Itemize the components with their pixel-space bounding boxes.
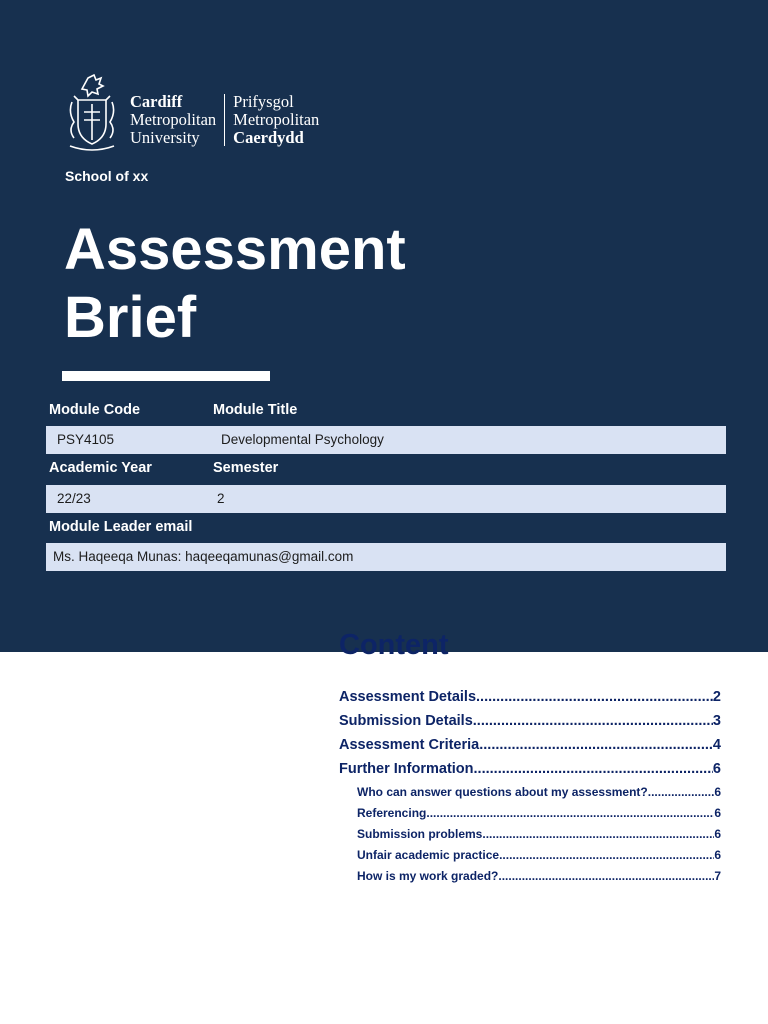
logo-divider xyxy=(224,94,225,146)
logo-wordmark-english: Cardiff Metropolitan University xyxy=(130,92,217,147)
module-title-label: Module Title xyxy=(213,402,298,418)
leader-email-value: Ms. Haqeeqa Munas: haqeeqamunas@gmail.com xyxy=(53,549,354,564)
toc-item[interactable]: Assessment Criteria ..... 4 xyxy=(339,737,721,753)
university-logo xyxy=(64,74,319,154)
academic-year-label: Academic Year xyxy=(49,460,152,476)
logo-wordmark-welsh: Prifysgol Metropolitan Caerdydd xyxy=(233,92,320,147)
semester-value: 2 xyxy=(217,491,225,506)
toc-item[interactable]: Further Information ..... 6 xyxy=(339,761,721,777)
toc-subitem[interactable]: How is my work graded? ..... 7 xyxy=(357,869,721,883)
toc-heading: Content xyxy=(339,629,449,661)
school-name: School of xx xyxy=(65,168,149,184)
toc-subitem[interactable]: Submission problems ..... 6 xyxy=(357,827,721,841)
document-title: Assessment Brief xyxy=(64,217,406,350)
toc-item[interactable]: Submission Details ..... 3 xyxy=(339,713,721,729)
toc-item[interactable]: Assessment Details ..... 2 xyxy=(339,689,721,705)
semester-label: Semester xyxy=(213,460,279,476)
toc-subitem[interactable]: Unfair academic practice ..... 6 xyxy=(357,848,721,862)
module-info-row xyxy=(46,426,726,454)
module-title-value: Developmental Psychology xyxy=(221,432,384,447)
title-underline xyxy=(62,371,270,381)
module-code-label: Module Code xyxy=(49,402,141,418)
leader-email-label: Module Leader email xyxy=(49,519,193,535)
crest-icon xyxy=(64,74,120,154)
module-code-value: PSY4105 xyxy=(57,432,115,447)
toc-subitem[interactable]: Who can answer questions about my assessment? ..... 6 xyxy=(357,785,721,799)
academic-year-value: 22/23 xyxy=(57,491,91,506)
year-semester-row xyxy=(46,485,726,513)
toc-subitem[interactable]: Referencing ..... 6 xyxy=(357,806,721,820)
leader-email-row xyxy=(46,543,726,571)
